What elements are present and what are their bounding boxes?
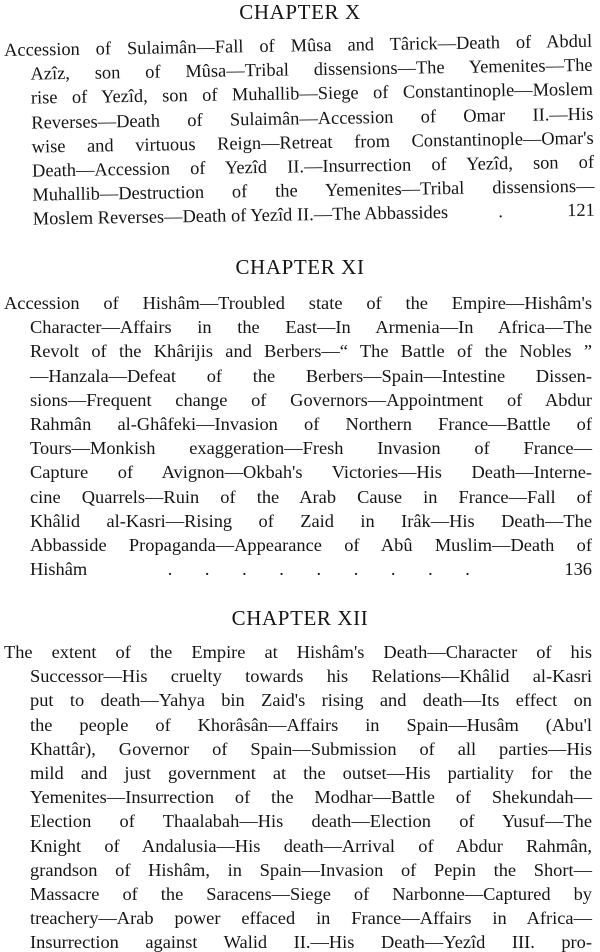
summary-line: Insurrection against Walid II.—His Death—Yezîd III. pro- (30, 932, 592, 952)
summary-line: Election of Thaalabah—His death—Election of Yusuf—The (30, 811, 592, 832)
summary-line: sions—Frequent change of Governors—Appointment of Abdur (30, 389, 592, 410)
summary-line: wise and virtuous Reign—Retreat from Constantinople—Omar's (31, 127, 594, 157)
summary-line: Azîz, son of Mûsa—Tribal dissensions—The Yemenites—The (30, 54, 593, 84)
summary-line: Hishâm (30, 559, 88, 580)
summary-last-line (4, 557, 592, 581)
summary-line: —Hanzala—Defeat of the Berbers—Spain—Intestine Dissen- (30, 365, 592, 386)
summary-line: Accession of Sulaimân—Fall of Mûsa and Târick—Death of Abdul (4, 30, 593, 60)
summary-line: Khattâr), Governor of Spain—Submission of all parties—His (30, 738, 592, 759)
summary-line: put to death—Yahya bin Zaid's rising and death—Its effect on (30, 690, 592, 711)
chapter-10-heading: CHAPTER X (239, 0, 361, 24)
chapter-12-summary (4, 640, 592, 952)
summary-line: Yemenites—Insurrection of the Modhar—Battle of Shekundah— (30, 787, 592, 808)
summary-line: Reverses—Death of Sulaimân—Accession of Omar II.—His (31, 103, 594, 133)
page-number: 121 (567, 200, 595, 221)
page-number: 136 (564, 559, 592, 580)
summary-line: Revolt of the Khârijis and Berbers—“ The Battle of the Nobles ” (30, 341, 592, 362)
chapter-11-summary (4, 291, 592, 581)
summary-line: Successor—His cruelty towards his Relations—Khâlid al-Kasri (30, 666, 592, 687)
chapter-10-summary (4, 29, 595, 232)
summary-line: Tours—Monkish exaggeration—Fresh Invasion of France— (30, 438, 592, 459)
chapter-11-heading: CHAPTER XI (235, 255, 365, 279)
summary-line: Death—Accession of Yezîd II.—Insurrection of Yezîd, son of (31, 151, 595, 181)
summary-line: treachery—Arab power effaced in France—Affairs in Africa— (30, 908, 592, 929)
summary-line: grandson of Hishâm, in Spain—Invasion of Pepin the Short— (30, 859, 592, 880)
summary-line: cine Quarrels—Ruin of the Arab Cause in France—Fall of (30, 486, 592, 507)
summary-line: rise of Yezîd, son of Muhallib—Siege of Constantinople—Moslem (30, 79, 594, 108)
leader-dots: . . . . . . . . . (167, 559, 484, 580)
summary-line: Character—Affairs in the East—In Armenia—In Africa—The (30, 317, 592, 338)
leader-dots: . (498, 201, 518, 222)
summary-line: Abbasside Propaganda—Appearance of Abû Muslim—Death of (30, 534, 592, 555)
summary-line: mild and just government at the outset—His partiality for the (30, 762, 592, 783)
chapter-12-heading: CHAPTER XII (231, 606, 369, 630)
summary-line: Capture of Avignon—Okbah's Victories—His Death—Interne- (30, 462, 592, 483)
summary-line: The extent of the Empire at Hishâm's Death—Character of his (4, 642, 592, 662)
summary-line: Accession of Hishâm—Troubled state of the Empire—Hishâm's (4, 293, 592, 313)
summary-line: Rahmân al-Ghâfeki—Invasion of Northern France—Battle of (30, 413, 592, 434)
summary-line: Knight of Andalusia—His death—Arrival of Abdur Rahmân, (30, 835, 592, 856)
summary-line: Massacre of the Saracens—Siege of Narbonne—Captured by (30, 883, 592, 904)
summary-line: the people of Khorâsân—Affairs in Spain—Husâm (Abu'l (30, 714, 592, 735)
summary-line: Khâlid al-Kasri—Rising of Zaid in Irâk—His Death—The (30, 510, 592, 531)
summary-line: Muhallib—Destruction of the Yemenites—Tribal dissensions— (32, 175, 595, 205)
summary-line: Moslem Reverses—Death of Yezîd II.—The Abbassides (32, 202, 449, 229)
